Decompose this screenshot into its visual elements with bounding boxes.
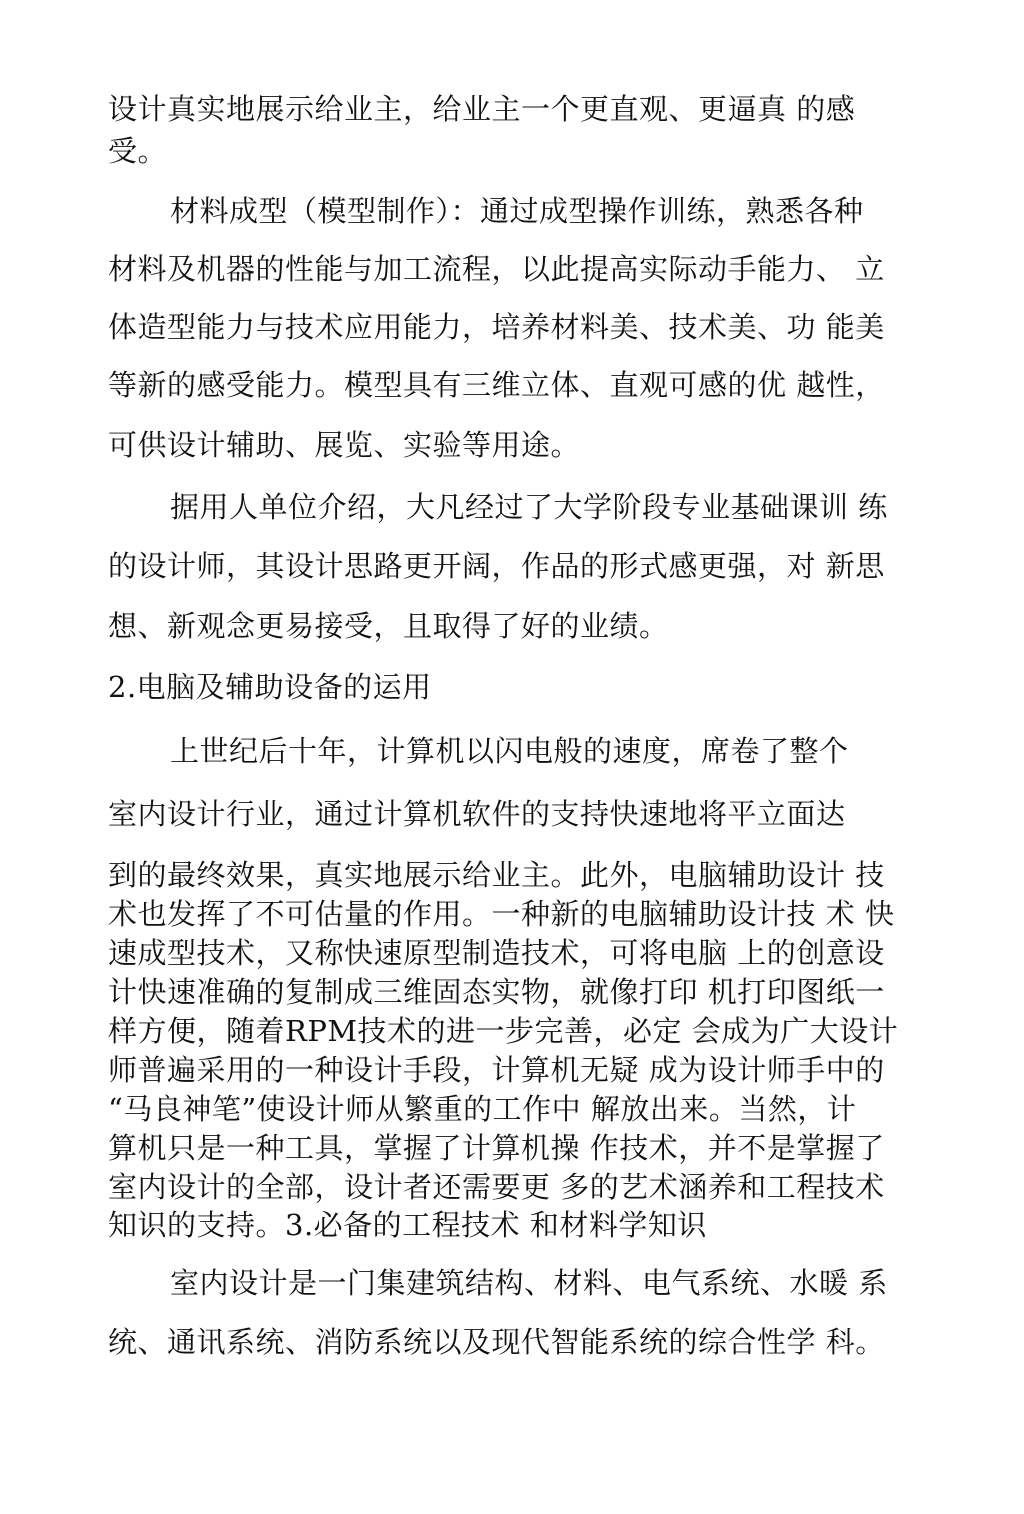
text-line: 算机只是一种工具，掌握了计算机操 作技术，并不是掌握了 bbox=[108, 1131, 885, 1165]
text-line: 等新的感受能力。模型具有三维立体、直观可感的优 越性， bbox=[108, 368, 885, 402]
text-line: 体造型能力与技术应用能力，培养材料美、技术美、功 能美 bbox=[108, 310, 885, 344]
text-line: 速成型技术，又称快速原型制造技术，可将电脑 上的创意设 bbox=[108, 936, 885, 970]
text-line: 到的最终效果，真实地展示给业主。此外，电脑辅助设计 技 bbox=[108, 858, 885, 892]
text-line: 可供设计辅助、展览、实验等用途。 bbox=[108, 428, 581, 462]
text-line: 据用人单位介绍，大凡经过了大学阶段专业基础课训 练 bbox=[170, 490, 888, 524]
text-line: 师普遍采用的一种设计手段，计算机无疑 成为设计师手中的 bbox=[108, 1053, 885, 1087]
text-line: 室内设计是一门集建筑结构、材料、电气系统、水暖 系 bbox=[170, 1266, 888, 1300]
text-line: 计快速准确的复制成三维固态实物，就像打印 机打印图纸一 bbox=[108, 975, 885, 1009]
text-line: 室内设计行业，通过计算机软件的支持快速地将平立面达 bbox=[108, 797, 846, 831]
text-line: 材料及机器的性能与加工流程，以此提高实际动手能力、 立 bbox=[108, 252, 885, 286]
text-line: 的设计师，其设计思路更开阔，作品的形式感更强，对 新思 bbox=[108, 549, 885, 583]
text-line: 统、通讯系统、消防系统以及现代智能系统的综合性学 科。 bbox=[108, 1325, 885, 1359]
text-line: 想、新观念更易接受，且取得了好的业绩。 bbox=[108, 609, 669, 643]
text-line: “马良神笔”使设计师从繁重的工作中 解放出来。当然，计 bbox=[108, 1092, 857, 1126]
text-line: 术也发挥了不可估量的作用。一种新的电脑辅助设计技 术 快 bbox=[108, 897, 895, 931]
text-line: 设计真实地展示给业主，给业主一个更直观、更逼真 的感 bbox=[108, 92, 856, 126]
section-heading: 2.电脑及辅助设备的运用 bbox=[108, 670, 432, 704]
text-line: 样方便，随着RPM技术的进一步完善，必定 会成为广大设计 bbox=[108, 1014, 899, 1048]
text-line: 受。 bbox=[108, 134, 168, 168]
text-line: 知识的支持。3.必备的工程技术 和材料学知识 bbox=[108, 1208, 707, 1242]
text-line: 材料成型（模型制作）：通过成型操作训练，熟悉各种 bbox=[170, 194, 864, 228]
text-line: 室内设计的全部，设计者还需要更 多的艺术涵养和工程技术 bbox=[108, 1170, 885, 1204]
text-line: 上世纪后十年，计算机以闪电般的速度，席卷了整个 bbox=[170, 734, 849, 768]
